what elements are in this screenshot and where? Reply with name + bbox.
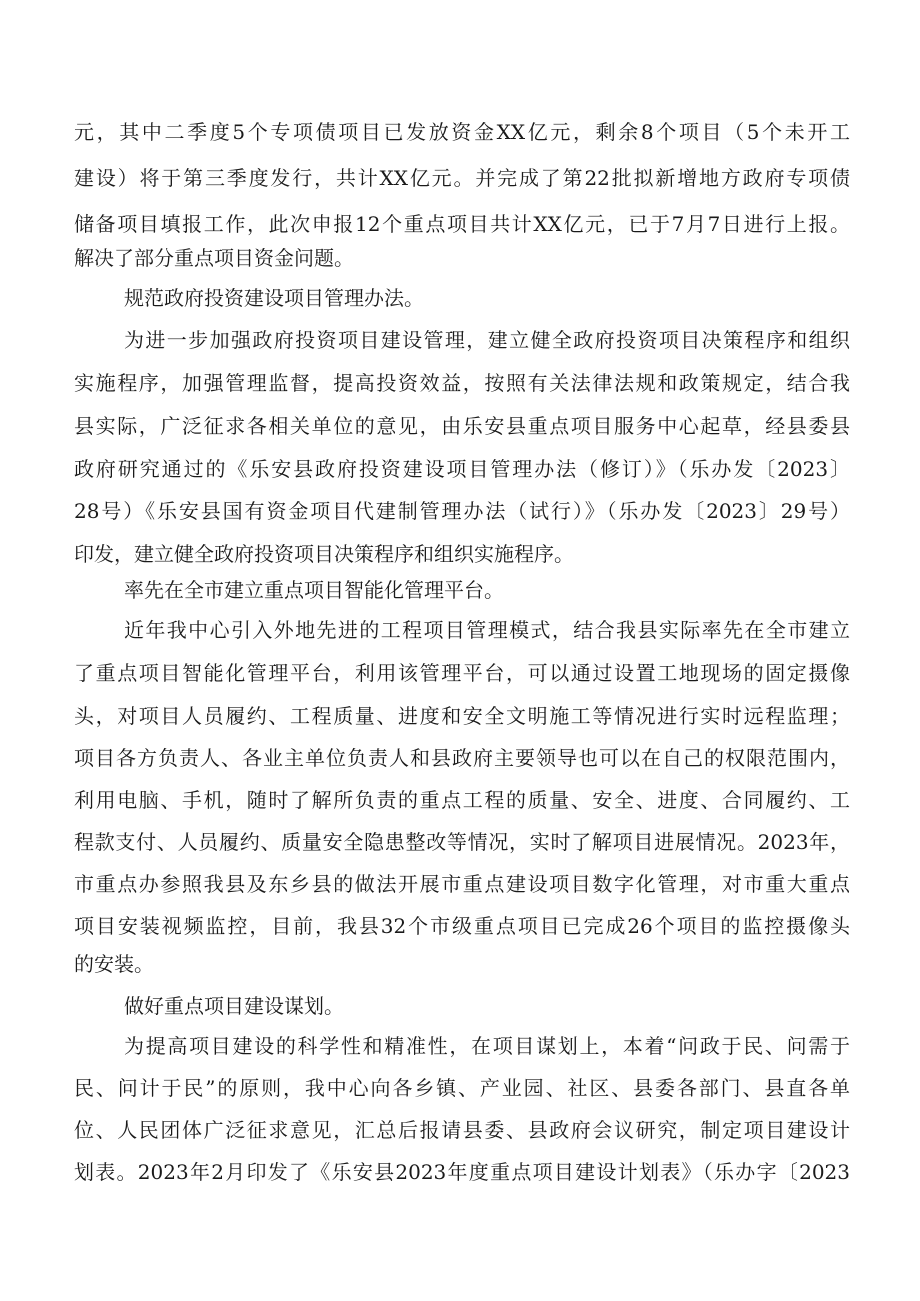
text-line: 近年我中心引入外地先进的工程项目管理模式，结合我县实际率先在全市建立 — [124, 618, 850, 642]
text-line: 县实际，广泛征求各相关单位的意见，由乐安县重点项目服务中心起草，经县委县 — [74, 414, 850, 438]
section-heading: 率先在全市建立重点项目智能化管理平台。 — [124, 578, 504, 602]
text-line: 建设）将于第三季度发行，共计XX亿元。并完成了第22批拟新增地方政府专项债 — [74, 166, 850, 190]
text-line: 为进一步加强政府投资项目建设管理，建立健全政府投资项目决策程序和组织 — [124, 328, 850, 352]
section-heading: 规范政府投资建设项目管理办法。 — [124, 286, 424, 310]
section-heading: 做好重点项目建设谋划。 — [124, 994, 344, 1018]
text-line: 头，对项目人员履约、工程质量、进度和安全文明施工等情况进行实时远程监理； — [74, 704, 850, 728]
text-line: 实施程序，加强管理监督，提高投资效益，按照有关法律法规和政策规定，结合我 — [74, 371, 850, 395]
text-line: 项目安装视频监控，目前，我县32个市级重点项目已完成26个项目的监控摄像头 — [74, 914, 850, 938]
text-line: 位、人民团体广泛征求意见，汇总后报请县委、县政府会议研究，制定项目建设计 — [74, 1118, 850, 1142]
text-line: 28号）《乐安县国有资金项目代建制管理办法（试行）》（乐办发〔2023〕29号） — [74, 499, 850, 523]
text-line: 利用电脑、手机，随时了解所负责的重点工程的质量、安全、进度、合同履约、工 — [74, 788, 850, 812]
text-line: 印发，建立健全政府投资项目决策程序和组织实施程序。 — [74, 542, 574, 566]
text-line: 的安装。 — [74, 952, 154, 976]
text-line: 划表。2023年2月印发了《乐安县2023年度重点项目建设计划表》（乐办字〔2023 — [74, 1160, 850, 1184]
text-line: 市重点办参照我县及东乡县的做法开展市重点建设项目数字化管理，对市重大重点 — [74, 872, 850, 896]
text-line: 了重点项目智能化管理平台，利用该管理平台，可以通过设置工地现场的固定摄像 — [74, 661, 850, 685]
text-line: 储备项目填报工作，此次申报12个重点项目共计XX亿元，已于7月7日进行上报。 — [74, 212, 850, 236]
text-line: 政府研究通过的《乐安县政府投资建设项目管理办法（修订）》（乐办发〔2023〕 — [74, 457, 850, 481]
text-line: 元，其中二季度5个专项债项目已发放资金XX亿元，剩余8个项目（5个未开工 — [74, 120, 850, 144]
text-line: 程款支付、人员履约、质量安全隐患整改等情况，实时了解项目进展情况。2023年， — [74, 830, 850, 854]
text-line: 解决了部分重点项目资金问题。 — [74, 246, 354, 270]
text-line: 民、问计于民”的原则，我中心向各乡镇、产业园、社区、县委各部门、县直各单 — [74, 1076, 850, 1100]
text-line: 项目各方负责人、各业主单位负责人和县政府主要领导也可以在自己的权限范围内， — [74, 746, 850, 770]
text-line: 为提高项目建设的科学性和精准性，在项目谋划上，本着“问政于民、问需于 — [124, 1034, 850, 1058]
